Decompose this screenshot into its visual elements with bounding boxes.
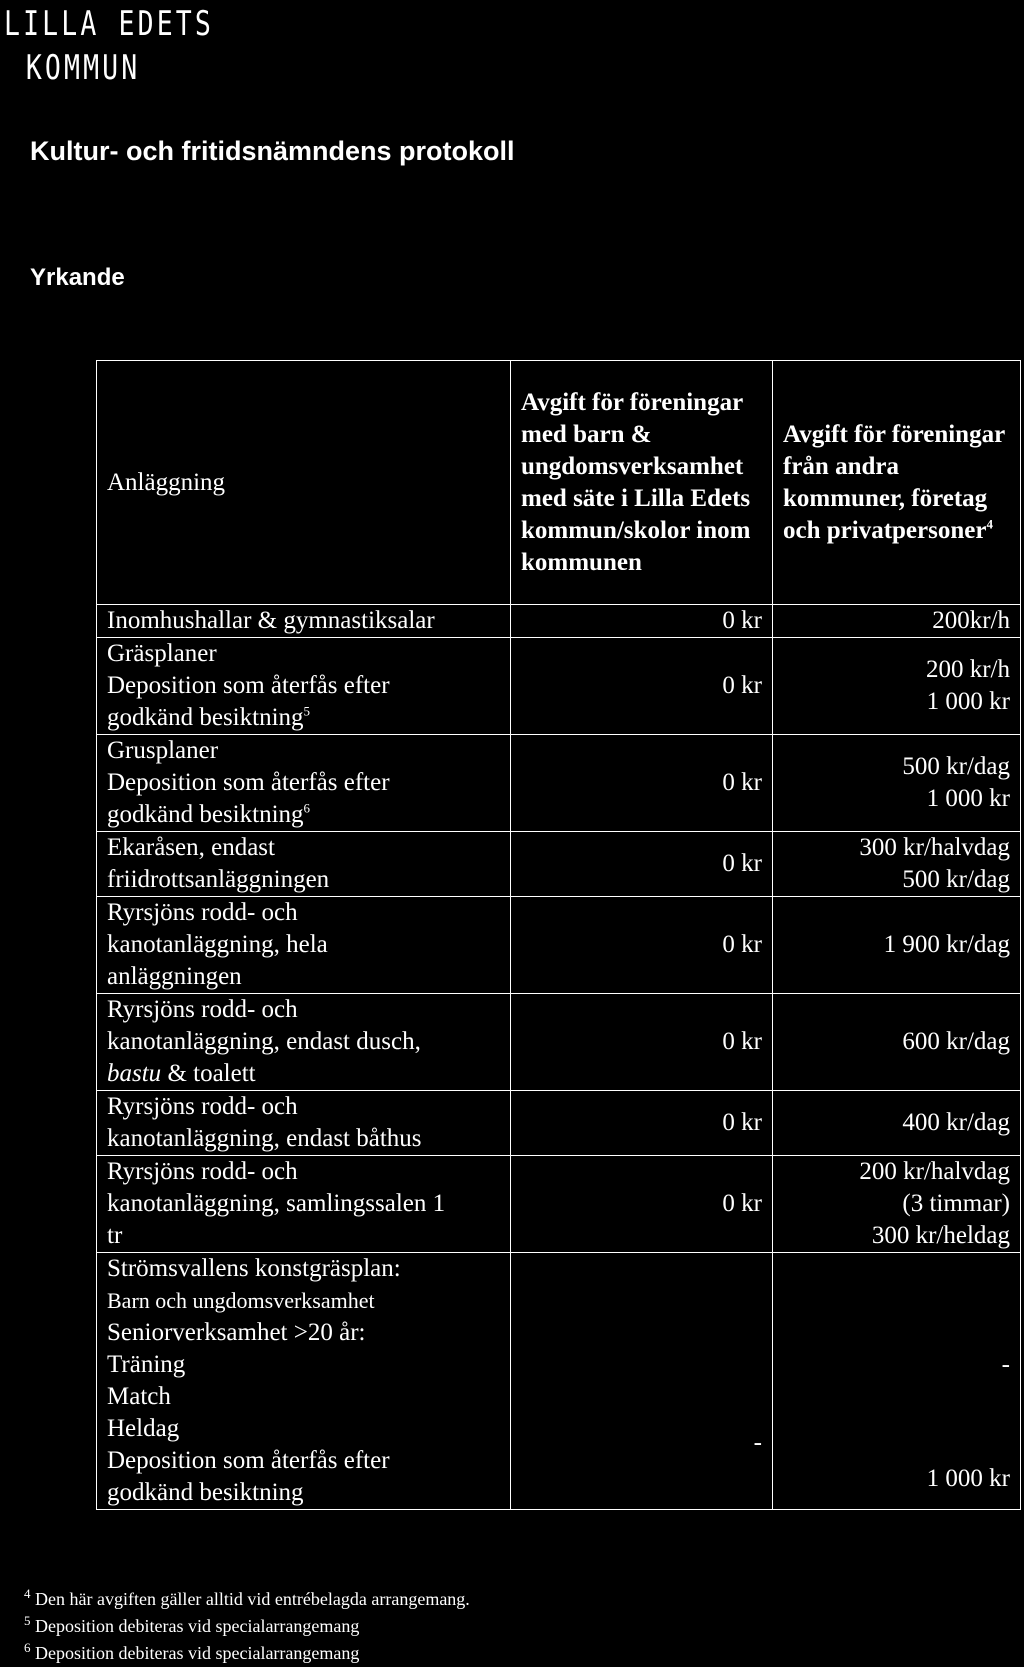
- table-row: [97, 832, 1021, 897]
- external-fee-cell: - 1 000 kr: [773, 1253, 1021, 1510]
- external-fee-cell: 600 kr/dag: [773, 994, 1021, 1091]
- table-header-row: [97, 361, 1021, 605]
- facility-cell: Inomhushallar & gymnastiksalar: [97, 605, 511, 638]
- table-row: [97, 605, 1021, 638]
- facility-cell: Ekaråsen, endast friidrottsanläggningen: [97, 832, 511, 897]
- logo-line-1: LILLA EDETS: [4, 4, 214, 44]
- external-fee-cell: 200 kr/halvdag (3 timmar) 300 kr/heldag: [773, 1156, 1021, 1253]
- external-fee-cell: 400 kr/dag: [773, 1091, 1021, 1156]
- local-fee-cell: 0 kr: [511, 832, 773, 897]
- table-row: [97, 1091, 1021, 1156]
- local-fee-cell: 0 kr: [511, 994, 773, 1091]
- table-row: [97, 994, 1021, 1091]
- facility-cell: Strömsvallens konstgräsplan: Barn och ungdomsverksamhet Seniorverksamhet >20 år: Träning Match Heldag Deposition som återfås efter godkänd besiktning: [97, 1253, 511, 1510]
- table-row: [97, 897, 1021, 994]
- page-title: Kultur- och fritidsnämndens protokoll: [30, 136, 515, 166]
- external-fee-cell: 200kr/h: [773, 605, 1021, 638]
- footnote: $^5$ Deposition debiteras vid specialarrangemang: [24, 1613, 360, 1636]
- facility-cell: Grusplaner Deposition som återfås efter godkänd besiktning$^6$: [97, 735, 511, 832]
- external-fee-cell: 300 kr/halvdag 500 kr/dag: [773, 832, 1021, 897]
- external-fee-cell: 500 kr/dag 1 000 kr: [773, 735, 1021, 832]
- facility-cell: Ryrsjöns rodd- och kanotanläggning, hela anläggningen: [97, 897, 511, 994]
- local-fee-cell: 0 kr: [511, 1091, 773, 1156]
- table-row: [97, 638, 1021, 735]
- footnotes: [24, 1586, 470, 1667]
- footnote: $^4$ Den här avgiften gäller alltid vid entrébelagda arrangemang.: [24, 1586, 470, 1609]
- local-fee-cell: 0 kr: [511, 735, 773, 832]
- header-local-fee: Avgift för föreningar med barn & ungdomsverksamhet med säte i Lilla Edets kommun/skolor inom kommunen: [511, 361, 773, 605]
- local-fee-cell: 0 kr: [511, 605, 773, 638]
- table-row: [97, 1156, 1021, 1253]
- facility-cell: Gräsplaner Deposition som återfås efter godkänd besiktning$^5$: [97, 638, 511, 735]
- table-row: [97, 1253, 1021, 1510]
- local-fee-cell: 0 kr: [511, 638, 773, 735]
- fee-table: [96, 360, 1021, 1510]
- local-fee-cell: 0 kr: [511, 1156, 773, 1253]
- local-fee-cell: -: [511, 1253, 773, 1510]
- section-title: Yrkande: [30, 264, 125, 291]
- table-row: [97, 735, 1021, 832]
- local-fee-cell: 0 kr: [511, 897, 773, 994]
- footnote: $^6$ Deposition debiteras vid specialarrangemang: [24, 1640, 360, 1663]
- facility-cell: Ryrsjöns rodd- och kanotanläggning, endast båthus: [97, 1091, 511, 1156]
- facility-cell: Ryrsjöns rodd- och kanotanläggning, endast dusch, bastu & toalett: [97, 994, 511, 1091]
- external-fee-cell: 1 900 kr/dag: [773, 897, 1021, 994]
- external-fee-cell: 200 kr/h 1 000 kr: [773, 638, 1021, 735]
- facility-italic-word: bastu: [107, 1060, 162, 1087]
- header-external-fee: Avgift för föreningar från andra kommuner, företag och privatpersoner$^4$: [773, 361, 1021, 605]
- logo-line-2: KOMMUN: [25, 48, 141, 88]
- facility-cell: Ryrsjöns rodd- och kanotanläggning, samlingssalen 1 tr: [97, 1156, 511, 1253]
- municipality-logo: [4, 2, 214, 90]
- header-facility: Anläggning: [97, 361, 511, 605]
